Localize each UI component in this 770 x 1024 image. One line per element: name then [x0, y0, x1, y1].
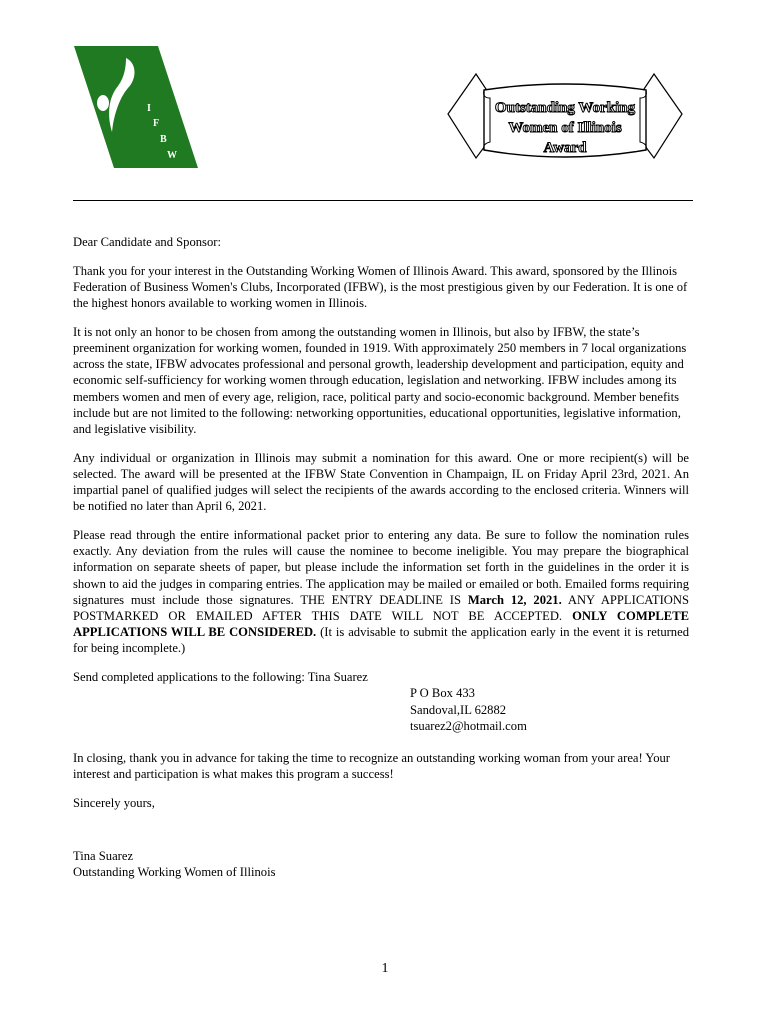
logo-letter-w: W	[167, 150, 177, 161]
paragraph-closing: In closing, thank you in advance for taking the time to recognize an outstanding working woman from your area! Your interest and participation is what makes this program a success!	[73, 750, 671, 782]
address-po-box: P O Box 433	[410, 686, 475, 701]
banner-line-2: Women of Illinois	[508, 120, 622, 136]
address-city: Sandoval,IL 62882	[410, 702, 507, 717]
letter-body	[73, 234, 689, 880]
header-divider	[73, 200, 693, 201]
logo-letter-b: B	[160, 134, 167, 145]
logo-letter-i: I	[147, 103, 151, 114]
paragraph-about-ifbw: It is not only an honor to be chosen from among the outstanding women in Illinois, but also by IFBW, the state’s preeminent organization for working women, founded in 1919. With approximately 250 members in 7 local organizations across the state, IFBW advocates professional and personal growth, leadership development and participation, equity and economic self-sufficiency for working women through education, legislation and networking. IFBW includes among its members women and men of every age, religion, race, political party and socio-economic background. Member benefits include but are not limited to the following: networking opportunities, educational opportunities, legislative information, and legislative visibility.	[73, 324, 687, 437]
paragraph-rules	[73, 527, 689, 657]
paragraph-intro: Thank you for your interest in the Outstanding Working Women of Illinois Award. This award, sponsored by the Illinois Federation of Business Women's Clubs, Incorporated (IFBW), is the most prestigious given by our Federation. It is one of the highest honors available to working women in Illinois.	[73, 263, 688, 311]
paragraph-nomination: Any individual or organization in Illinois may submit a nomination for this award. One or more recipient(s) will be selected. The award will be presented at the IFBW State Convention in Champaign, IL on Friday April 23rd, 2021. An impartial panel of qualified judges will select the recipients of the awards according to the enclosed criteria. Winners will be notified no later than April 6, 2021.	[73, 450, 689, 514]
page-number: 1	[381, 961, 389, 976]
send-to-label: Send completed applications to the following: Tina Suarez	[73, 670, 368, 685]
salutation: Dear Candidate and Sponsor:	[73, 235, 221, 249]
logo-parallelogram	[74, 46, 198, 168]
banner-line-1: Outstanding Working	[494, 100, 636, 116]
ifbw-logo	[74, 46, 198, 168]
logo-letter-f: F	[153, 118, 160, 129]
banner-line-3: Award	[543, 140, 587, 156]
rules-text-a: Please read through the entire informational packet prior to entering any data. Be sure to follow the nomination rules exactly. Any deviation from the rules will cause the nominee to become ineligible. You may prepare the biographical information on separate sheets of paper, but please include the information set forth in the guidelines in the order it is shown to aid the judges in comparing entries. The application may be mailed or emailed or both. Emailed forms requiring signatures must include those signatures. THE ENTRY DEADLINE IS	[73, 528, 689, 607]
signer-name: Tina Suarez	[73, 848, 134, 863]
logo-dot	[97, 95, 109, 111]
address-email: tsuarez2@hotmail.com	[410, 718, 527, 733]
mailing-address-block	[73, 669, 689, 734]
signer-title: Outstanding Working Women of Illinois	[73, 864, 276, 879]
complete-applications-notice: ONLY COMPLETE APPLICATIONS WILL BE CONSIDERED.	[73, 609, 689, 640]
banner-right-tail	[642, 74, 682, 158]
rules-text-b: ANY APPLICATIONS POSTMARKED OR EMAILED AFTER THIS DATE WILL NOT BE ACCEPTED.	[73, 592, 689, 624]
banner-left-tail	[448, 74, 488, 158]
rules-text-c: (It is advisable to submit the application early in the event it is returned for being incomplete.)	[73, 625, 689, 656]
signoff: Sincerely yours,	[73, 795, 155, 810]
award-banner	[446, 72, 684, 168]
deadline-date: March 12, 2021.	[467, 592, 562, 607]
